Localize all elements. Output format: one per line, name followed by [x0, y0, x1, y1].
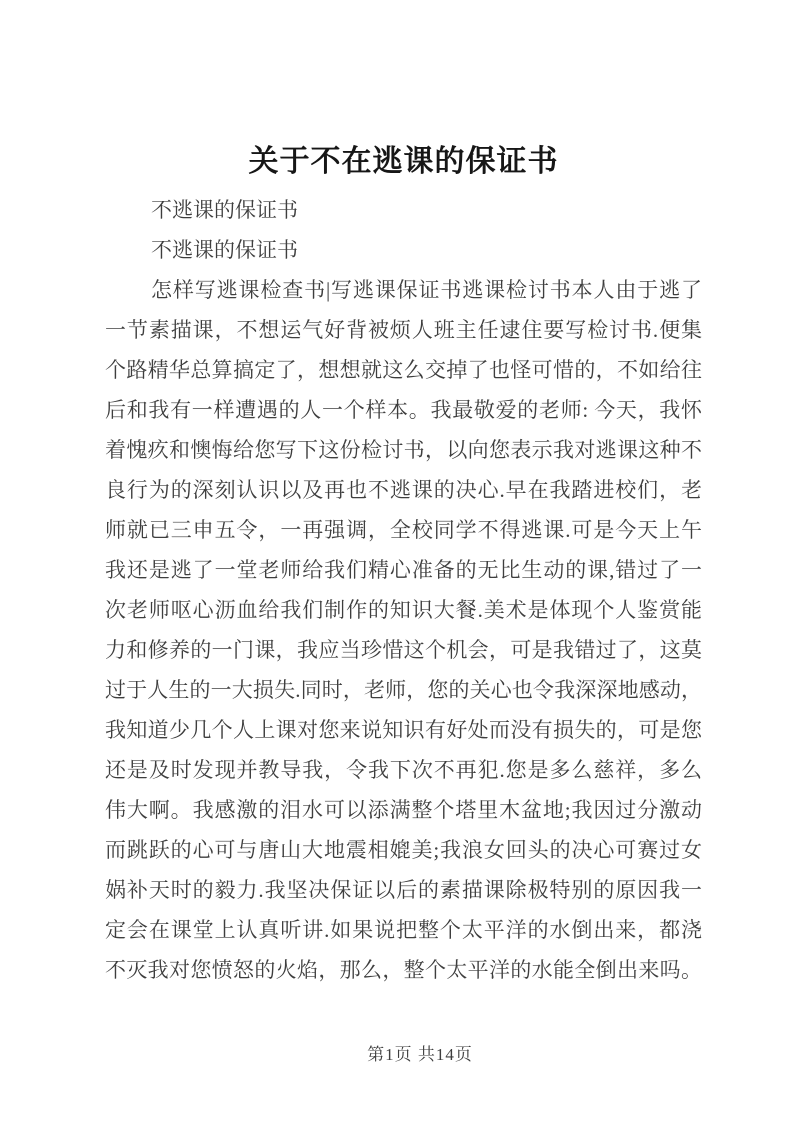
document-title: 关于不在逃课的保证书: [248, 145, 559, 178]
body-line: 不逃课的保证书: [151, 238, 298, 262]
body-line: 还是及时发现并教导我，令我下次不再犯.您是多么慈祥，多么: [105, 758, 702, 782]
body-line: 个路精华总算搞定了，想想就这么交掉了也怪可惜的，不如给往: [105, 358, 702, 382]
page-footer: [40, 1040, 800, 1065]
document-body: [105, 190, 702, 990]
body-line: 而跳跃的心可与唐山大地震相媲美;我浪女回头的决心可赛过女: [105, 838, 702, 862]
body-line: 一节素描课，不想运气好背被烦人班主任逮住要写检讨书.便集: [105, 318, 702, 342]
body-line: 我还是逃了一堂老师给我们精心准备的无比生动的课,错过了一: [105, 558, 702, 582]
body-line: 不逃课的保证书: [151, 198, 298, 222]
body-line: 娲补天时的毅力.我坚决保证以后的素描课除极特别的原因我一: [105, 878, 702, 902]
body-line: 力和修养的一门课，我应当珍惜这个机会，可是我错过了，这莫: [105, 638, 702, 662]
body-line: 不灭我对您愤怒的火焰，那么，整个太平洋的水能全倒出来吗。: [105, 958, 702, 982]
body-line: 师就已三申五令，一再强调，全校同学不得逃课.可是今天上午: [105, 518, 702, 542]
body-line: 定会在课堂上认真听讲.如果说把整个太平洋的水倒出来，都浇: [105, 918, 702, 942]
body-line: 伟大啊。我感激的泪水可以添满整个塔里木盆地;我因过分激动: [105, 798, 702, 822]
body-line: 怎样写逃课检查书|写逃课保证书逃课检讨书本人由于逃了: [151, 278, 702, 302]
body-line: 次老师呕心沥血给我们制作的知识大餐.美术是体现个人鉴赏能: [105, 598, 702, 622]
body-line: 着愧疚和懊悔给您写下这份检讨书，以向您表示我对逃课这种不: [105, 438, 702, 462]
page-number-label: 第1页 共14页: [367, 1045, 473, 1064]
body-line: 后和我有一样遭遇的人一个样本。我最敬爱的老师: 今天，我怀: [105, 398, 702, 422]
body-line: 良行为的深刻认识以及再也不逃课的决心.早在我踏进校们，老: [105, 478, 702, 502]
body-line: 我知道少几个人上课对您来说知识有好处而没有损失的，可是您: [105, 718, 702, 742]
body-line: 过于人生的一大损失.同时，老师，您的关心也令我深深地感动，: [105, 678, 702, 702]
